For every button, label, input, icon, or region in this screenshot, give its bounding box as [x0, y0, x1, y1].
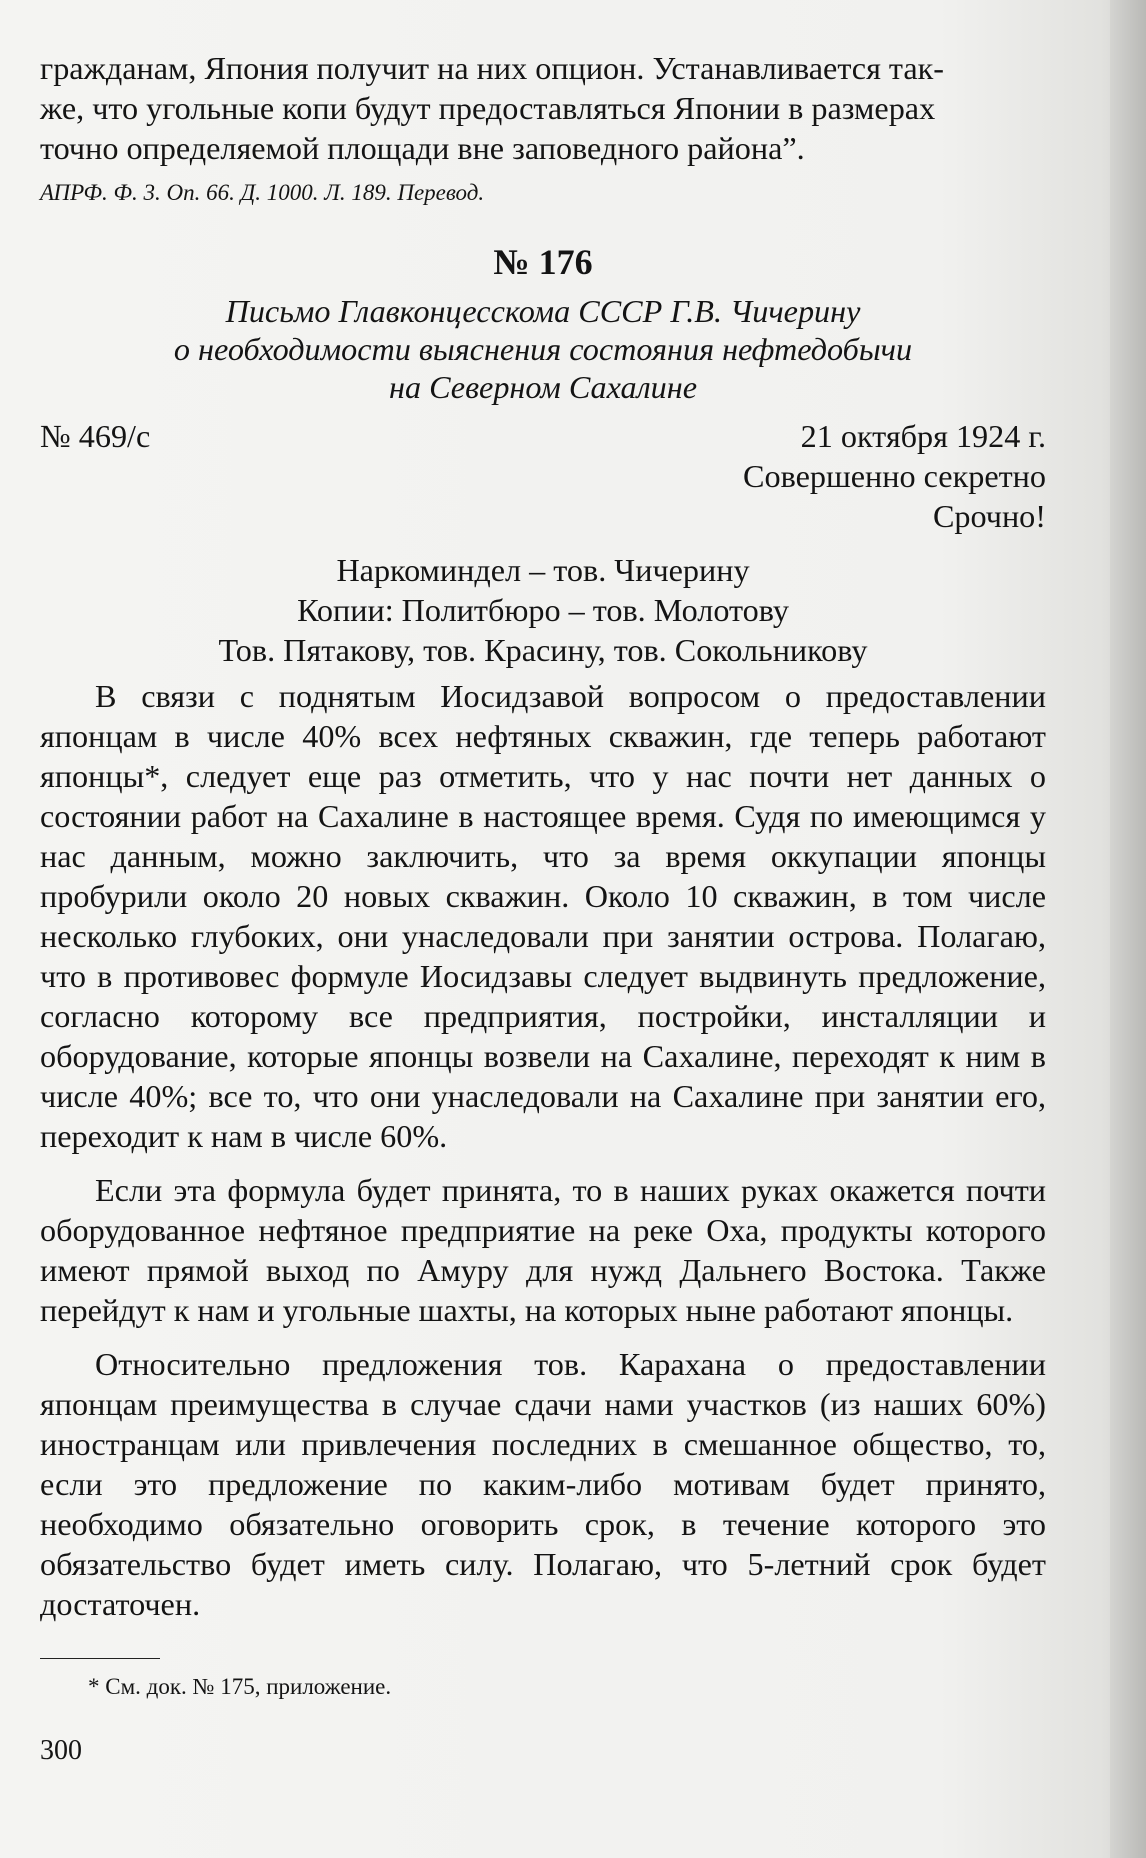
secrecy-stamp: Совершенно секретно	[743, 458, 1046, 494]
archive-source-reference: АПРФ. Ф. 3. Оп. 66. Д. 1000. Л. 189. Перевод.	[40, 180, 485, 205]
urgency-mark: Срочно!	[932, 498, 1046, 534]
registration-line	[40, 416, 1046, 456]
continuation-line-3: точно определяемой площади вне заповедного района”.	[40, 130, 805, 166]
body-paragraph-3: Относительно предложения тов. Карахана о предоставлении японцам преимущества в случае сдачи нами участков (из наших 60%) иностранцам или привлечения последних в смешанное общество, то, если это предложение по каким-либо мотивам будет принято, необходимо обязательно оговорить срок, в течение которого это обязательство будет иметь силу. Полагаю, что 5-летний срок будет достаточен.	[40, 1346, 1046, 1622]
continuation-line-2: же, что угольные копи будут предоставляться Японии в размерах	[40, 90, 936, 126]
document-title	[40, 292, 1046, 406]
title-line-1: Письмо Главконцесскома СССР Г.В. Чичерину	[225, 293, 861, 329]
previous-document-continuation	[40, 48, 1046, 208]
text-column	[40, 48, 1046, 1767]
letter-body	[40, 676, 1046, 1624]
footnote-divider	[40, 1658, 160, 1659]
addressee-line-1: Наркоминдел – тов. Чичерину	[336, 552, 750, 588]
addressee-block	[40, 550, 1046, 670]
document-date: 21 октября 1924 г.	[800, 418, 1046, 454]
addressee-line-3: Тов. Пятакову, тов. Красину, тов. Сокольникову	[218, 632, 868, 668]
body-paragraph-1: В связи с поднятым Иосидзавой вопросом о предоставлении японцам в числе 40% всех нефтяных скважин, где теперь работают японцы*, следует еще раз отметить, что у нас почти нет данных о состоянии работ на Сахалине в настоящее время. Судя по имеющимся у нас данным, можно заключить, что за время оккупации японцы пробурили около 20 новых скважин. Около 10 скважин, в том числе несколько глубоких, они унаследовали при занятии острова. Полагаю, что в противовес формуле Иосидзавы следует выдвинуть предложение, согласно которому все предприятия, постройки, инсталляции и оборудование, которые японцы возвели на Сахалине, переходят к ним в числе 40%; все то, что они унаследовали на Сахалине при занятии его, переходит к нам в числе 60%.	[40, 678, 1046, 1154]
title-line-3: на Северном Сахалине	[389, 369, 697, 405]
body-paragraph-2: Если эта формула будет принята, то в наших руках окажется почти оборудованное нефтяное предприятие на реке Оха, продукты которого имеют прямой выход по Амуру для нужд Дальнего Востока. Также перейдут к нам и угольные шахты, на которых ныне работают японцы.	[40, 1172, 1046, 1328]
page-number: 300	[40, 1735, 82, 1766]
addressee-line-2: Копии: Политбюро – тов. Молотову	[297, 592, 789, 628]
footnote: * См. док. № 175, приложение.	[88, 1674, 392, 1699]
document-number-heading: № 176	[493, 242, 593, 282]
registration-number: № 469/с	[40, 418, 151, 454]
continuation-line-1: гражданам, Япония получит на них опцион. Устанавливается так-	[40, 50, 945, 86]
page-edge-shadow	[1110, 0, 1146, 1858]
title-line-2: о необходимости выяснения состояния нефтедобычи	[173, 331, 913, 367]
